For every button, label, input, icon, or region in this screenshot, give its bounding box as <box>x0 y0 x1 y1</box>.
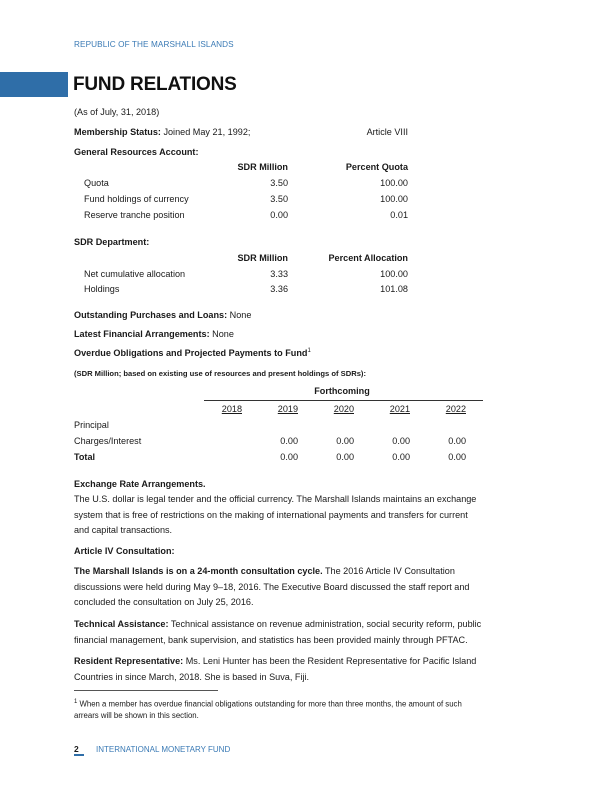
footnote-line2: arrears will be shown in this section. <box>74 710 199 720</box>
gra-row-percent-quota: 100.00 <box>380 178 408 188</box>
overdue-cell: 0.00 <box>448 452 466 462</box>
year-header: 2020 <box>333 404 354 414</box>
sdr-heading: SDR Department: <box>74 237 150 247</box>
gra-heading: General Resources Account: <box>74 147 199 157</box>
outstanding-line <box>74 310 251 320</box>
footnote-rule <box>74 690 218 691</box>
year-header: 2022 <box>445 404 466 414</box>
exchange-line: and capital transactions. <box>74 525 173 535</box>
gra-row-label: Reserve tranche position <box>84 210 185 220</box>
year-header: 2018 <box>221 404 242 414</box>
latest-value: None <box>212 329 234 339</box>
overdue-cell: 0.00 <box>392 452 410 462</box>
membership-article: Article VIII <box>366 127 408 137</box>
technical-line2: financial management, bank supervision, and statistics has been provided mainly through PFTAC. <box>74 634 468 645</box>
overdue-cell: 0.00 <box>280 436 298 446</box>
page-title: FUND RELATIONS <box>73 74 237 95</box>
technical-line1: Technical assistance on revenue administration, social security reform, public <box>168 619 482 629</box>
resident-label: Resident Representative: <box>74 656 184 666</box>
article4-line1: The 2016 Article IV Consultation <box>322 566 455 576</box>
overdue-row-label: Principal <box>74 420 109 430</box>
sdr-row-label: Holdings <box>84 284 120 294</box>
overdue-cell: 0.00 <box>280 452 298 462</box>
technical-label: Technical Assistance: <box>74 619 169 629</box>
article4-line2: discussions were held during May 9–18, 2016. The Executive Board discussed the staff report and <box>74 581 470 592</box>
gra-row-sdr-million: 0.00 <box>270 210 288 220</box>
page-number: 2 <box>74 744 79 754</box>
sdr-col-percent-allocation: Percent Allocation <box>328 253 408 263</box>
gra-row-percent-quota: 100.00 <box>380 194 408 204</box>
title-accent-bar <box>0 72 68 97</box>
overdue-row-label: Total <box>74 452 96 462</box>
overdue-heading <box>74 348 311 358</box>
overdue-row-label: Charges/Interest <box>74 436 142 446</box>
forthcoming-label: Forthcoming <box>314 386 370 396</box>
latest-line <box>74 329 234 339</box>
gra-row-sdr-million: 3.50 <box>270 194 288 204</box>
outstanding-label: Outstanding Purchases and Loans: <box>74 310 228 320</box>
footer-accent-bar <box>74 754 84 756</box>
overdue-cell: 0.00 <box>336 452 354 462</box>
resident-line1: Ms. Leni Hunter has been the Resident Representative for Pacific Island <box>183 656 477 666</box>
exchange-line: system that is free of restrictions on the making of international payments and transfers for current <box>74 509 468 520</box>
sdr-row-percent-allocation: 101.08 <box>380 284 408 294</box>
gra-row-sdr-million: 3.50 <box>270 178 288 188</box>
resident-paragraph <box>74 654 536 685</box>
gra-row-label: Quota <box>84 178 109 188</box>
overdue-cell: 0.00 <box>392 436 410 446</box>
latest-label: Latest Financial Arrangements: <box>74 329 210 339</box>
overdue-cell: 0.00 <box>336 436 354 446</box>
exchange-heading: Exchange Rate Arrangements. <box>74 479 206 489</box>
overdue-subheading: (SDR Million; based on existing use of resources and present holdings of SDRs): <box>74 369 366 378</box>
overdue-footnote-mark: 1 <box>307 348 311 354</box>
gra-col-percent-quota: Percent Quota <box>345 162 408 172</box>
sdr-col-sdr-million: SDR Million <box>237 253 288 263</box>
article4-paragraph <box>74 564 536 611</box>
footer-text: INTERNATIONAL MONETARY FUND <box>96 745 231 754</box>
as-of-date: (As of July, 31, 2018) <box>74 107 160 117</box>
membership-label: Membership Status: <box>74 127 161 137</box>
footnote-mark: 1 <box>74 699 78 705</box>
running-head: REPUBLIC OF THE MARSHALL ISLANDS <box>74 40 234 49</box>
outstanding-value: None <box>229 310 252 320</box>
sdr-row-sdr-million: 3.36 <box>270 284 288 294</box>
article4-heading: Article IV Consultation: <box>74 546 175 556</box>
article4-lead: The Marshall Islands is on a 24-month consultation cycle. <box>74 566 323 576</box>
resident-line2: Countries in since March, 2018. She is based in Suva, Fiji. <box>74 671 310 682</box>
footnote <box>74 697 534 721</box>
technical-paragraph <box>74 617 536 648</box>
sdr-row-percent-allocation: 100.00 <box>380 269 408 279</box>
year-header: 2021 <box>389 404 410 414</box>
forthcoming-rule <box>204 400 483 401</box>
membership-status <box>74 127 250 137</box>
overdue-cell: 0.00 <box>448 436 466 446</box>
year-header: 2019 <box>277 404 298 414</box>
gra-row-percent-quota: 0.01 <box>390 210 408 220</box>
exchange-paragraph <box>74 492 536 539</box>
sdr-row-label: Net cumulative allocation <box>84 269 186 279</box>
gra-col-sdr-million: SDR Million <box>237 162 288 172</box>
overdue-heading-text: Overdue Obligations and Projected Payments to Fund <box>74 348 308 359</box>
footnote-line1: When a member has overdue financial obligations outstanding for more than three months, the amount of such <box>77 699 462 709</box>
sdr-row-sdr-million: 3.33 <box>270 269 288 279</box>
membership-value: Joined May 21, 1992; <box>163 127 251 137</box>
article4-line3: concluded the consultation on July 25, 2016. <box>74 597 254 607</box>
exchange-line: The U.S. dollar is legal tender and the official currency. The Marshall Islands maintains an exchange <box>74 494 477 504</box>
gra-row-label: Fund holdings of currency <box>84 194 189 204</box>
